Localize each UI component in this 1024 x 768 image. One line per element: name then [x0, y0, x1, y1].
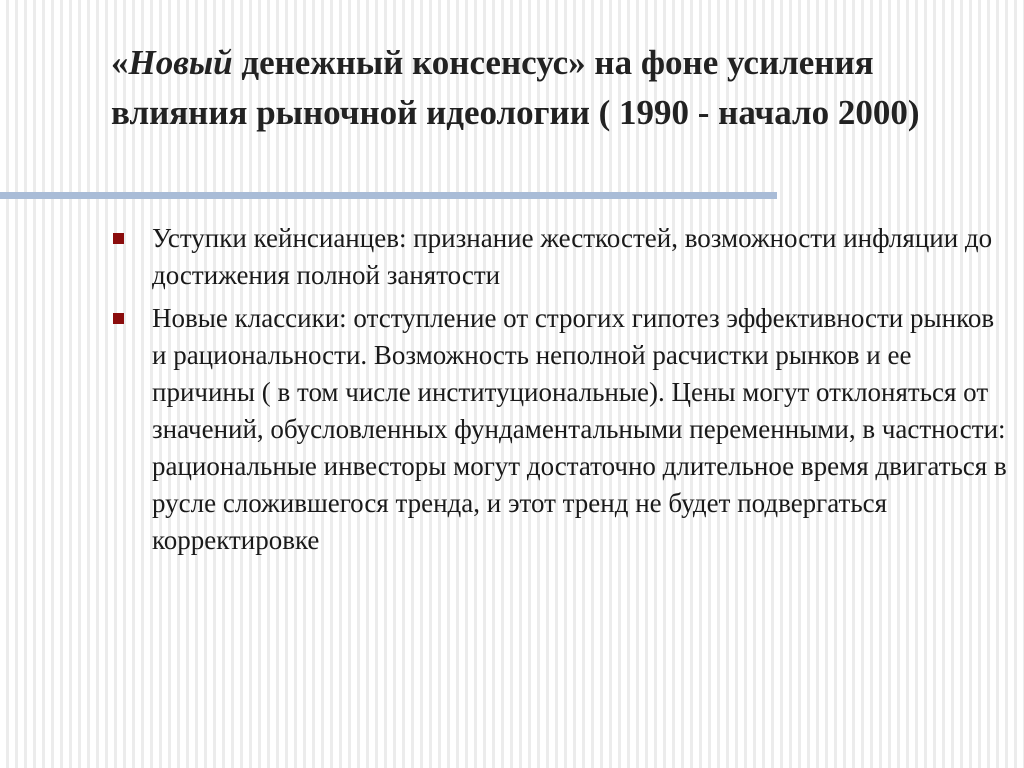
bullet-text: Уступки кейнсианцев: признание жесткостей, возможности инфляции до достижения полной занятости: [152, 223, 993, 290]
slide-title: [111, 38, 1011, 138]
list-item: [110, 220, 1010, 294]
square-bullet-icon: [113, 233, 124, 244]
title-divider: [0, 192, 777, 199]
title-text: денежный консенсус» на фоне усиления влияния рыночной идеологии ( 1990 - начало 2000): [111, 43, 920, 132]
bullet-text: Новые классики: отступление от строгих гипотез эффективности рынков и рациональности. Возможность неполной расчистки рынков и ее причины ( в том числе институциональные). Цены могут отклоняться от значений, обусловленных фундаментальными переменными, в частности: рациональные инвесторы могут достаточно длительное время двигаться в русле сложившегося тренда, и этот тренд не будет подвергаться корректировке: [152, 303, 1007, 555]
title-open-quote: «: [111, 43, 129, 82]
title-emphasis: Новый: [128, 43, 233, 82]
list-item: [110, 300, 1010, 559]
bullet-list: [110, 220, 1010, 565]
square-bullet-icon: [113, 313, 124, 324]
